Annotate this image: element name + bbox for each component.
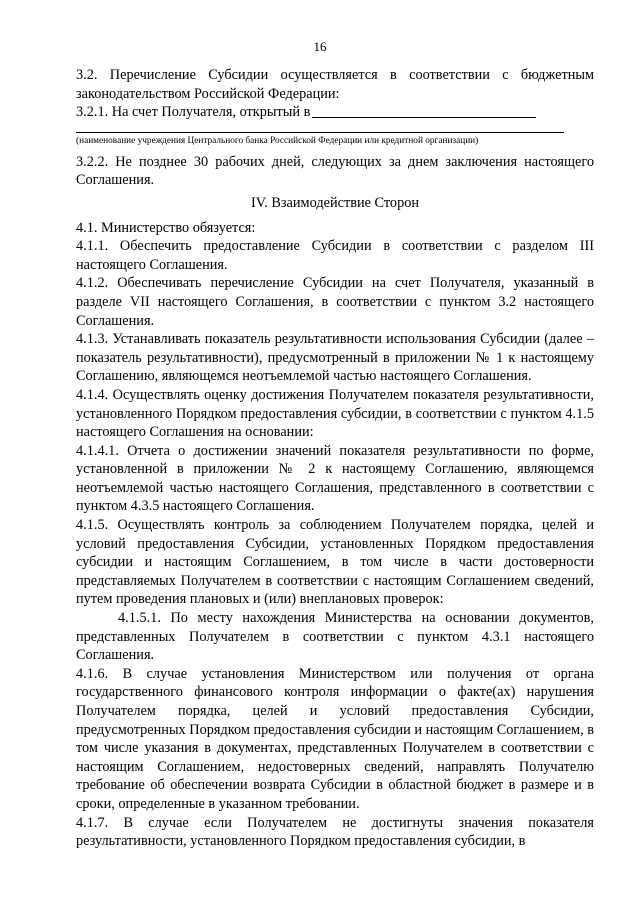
bank-name-caption: (наименование учреждения Центрального банка Российской Федерации или кредитной организации) bbox=[76, 135, 479, 146]
clause-4-1-6: 4.1.6. В случае установления Министерством или получения от органа государственного финансового контроля информации о факте(ах) нарушения Получателем порядка, целей и условий предоставления Субсидии, предусмотренных Порядком предоставления субсидии и настоящим Соглашением, в том числе указания в документах, представленных Получателем в соответствии с настоящим Соглашением, недостоверных сведений, направлять Получателю требование об обеспечении возврата Субсидии в областной бюджет в размере и в сроки, определенные в указанном требовании. bbox=[76, 665, 594, 812]
clause-4-1-2: 4.1.2. Обеспечивать перечисление Субсидии на счет Получателя, указанный в разделе VII настоящего Соглашения, в соответствии с пунктом 3.2 настоящего Соглашения. bbox=[76, 275, 594, 329]
clause-4-1-5: 4.1.5. Осуществлять контроль за соблюдением Получателем порядка, целей и условий предоставления Субсидии, установленных Порядком предоставления субсидии и настоящим Соглашением, в том числе в части достоверности представляемых Получателем в соответствии с настоящим Соглашением сведений, путем проведения плановых и (или) внеплановых проверок: bbox=[76, 517, 594, 608]
clause-4-1-7: 4.1.7. В случае если Получателем не достигнуты значения показателя результативности, установленного Порядком предоставления субсидии, в bbox=[76, 814, 594, 850]
clause-4-1: 4.1. Министерство обязуется: bbox=[76, 219, 256, 236]
clause-4-1-4-1: 4.1.4.1. Отчета о достижении значений показателя результативности по форме, установленной в приложении № 2 к настоящему Соглашению, являющемся неотъемлемой частью настоящего Соглашения, представленного в соответствии с пунктом 4.3.5 настоящего Соглашения. bbox=[76, 442, 594, 515]
account-blank-line bbox=[312, 103, 536, 118]
document-body bbox=[76, 66, 594, 851]
clause-3-2-1-text: 3.2.1. На счет Получателя, открытый в bbox=[76, 104, 311, 121]
clause-3-2-2: 3.2.2. Не позднее 30 рабочих дней, следующих за днем заключения настоящего Соглашения. bbox=[76, 153, 594, 189]
clause-4-1-4: 4.1.4. Осуществлять оценку достижения Получателем показателя результативности, установленного Порядком предоставления субсидии, в соответствии с пунктом 4.1.5 настоящего Соглашения на основании: bbox=[76, 386, 594, 441]
clause-4-1-5-1: 4.1.5.1. По месту нахождения Министерства на основании документов, представленных Получателем в соответствии с пунктом 4.3.1 настоящего Соглашения. bbox=[76, 610, 594, 664]
page-number: 16 bbox=[313, 39, 327, 54]
clause-3-2-1 bbox=[76, 103, 594, 122]
clause-3-2: 3.2. Перечисление Субсидии осуществляется в соответствии с бюджетным законодательством Российской Федерации: bbox=[76, 67, 594, 102]
section-title: IV. Взаимодействие Сторон bbox=[250, 194, 420, 211]
clause-4-1-3: 4.1.3. Устанавливать показатель результативности использования Субсидии (далее – показатель результативности), предусмотренный в приложении № 1 к настоящему Соглашению, являющемся неотъемлемой частью настоящего Соглашения. bbox=[76, 331, 594, 385]
bank-name-line bbox=[76, 122, 564, 133]
clause-4-1-1: 4.1.1. Обеспечить предоставление Субсидии в соответствии с разделом III настоящего Соглашения. bbox=[76, 238, 594, 273]
